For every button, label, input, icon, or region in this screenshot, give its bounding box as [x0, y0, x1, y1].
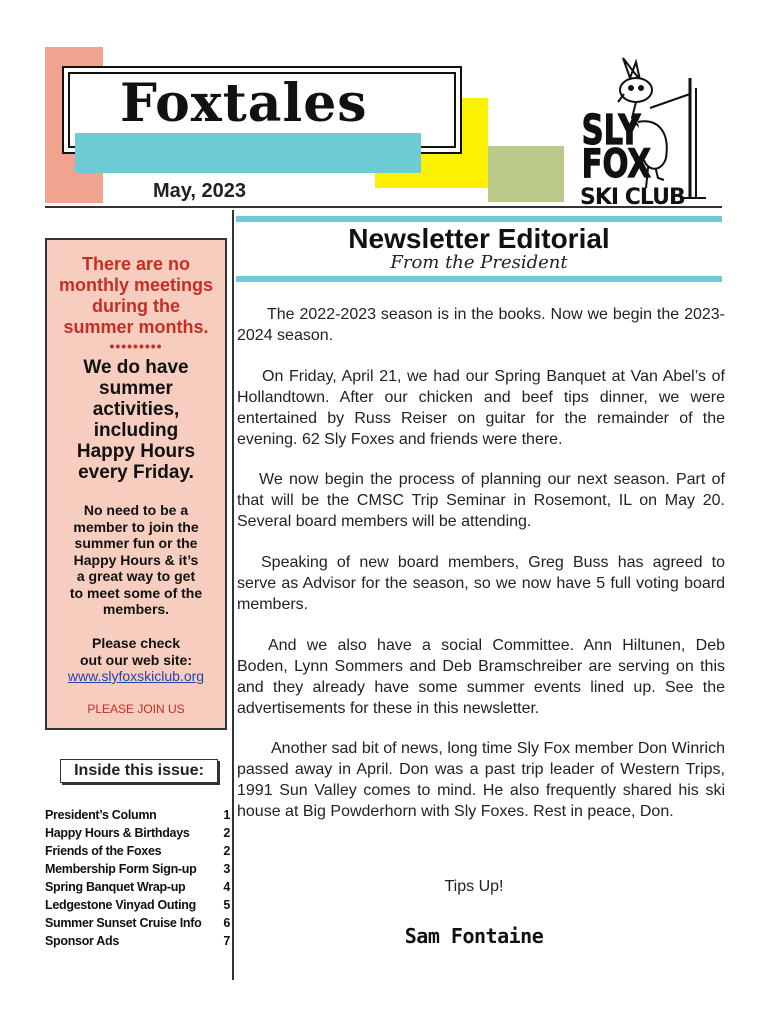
editorial-bottom-bar	[236, 276, 722, 282]
toc-item-label: President’s Column	[45, 808, 157, 822]
sidebar-membership-line: Happy Hours & it’s	[73, 551, 199, 568]
sidebar-website-prompt: Please check	[92, 635, 180, 651]
sidebar-notice-line: summer months.	[63, 317, 209, 337]
logo-fox: FOX	[581, 141, 652, 187]
logo-ski-club: SKI CLUB	[580, 185, 685, 208]
toc-item-page: 5	[223, 898, 230, 912]
toc-item[interactable]	[45, 842, 230, 860]
editorial-paragraph: Speaking of new board members, Greg Buss has agreed to serve as Advisor for the season, so we now have 5 full voting board members.	[237, 554, 725, 613]
newsletter-title: Foxtales	[120, 73, 368, 134]
join-text: PLEASE JOIN US	[87, 702, 185, 716]
sidebar-dots: •••••••••	[109, 338, 163, 354]
signature: Sam Fontaine	[404, 924, 544, 948]
sidebar-membership-line: member to join the	[73, 518, 199, 535]
toc-item-label: Summer Sunset Cruise Info	[45, 916, 202, 930]
toc-item-page: 4	[223, 880, 230, 894]
sidebar-website-prompt: out our web site:	[80, 651, 192, 668]
sidebar-activities-line: every Friday.	[78, 462, 194, 483]
table-of-contents	[45, 806, 230, 950]
website-link[interactable]: www.slyfoxskiclub.org	[67, 668, 205, 684]
sidebar-membership-line: a great way to get	[76, 568, 196, 584]
editorial-title: Newsletter Editorial	[348, 223, 610, 254]
toc-item-page: 2	[223, 826, 230, 840]
sidebar-activities-line: summer	[99, 378, 173, 399]
toc-item[interactable]	[45, 824, 230, 842]
sidebar-panel	[45, 238, 227, 730]
sidebar-membership-line: members.	[102, 601, 170, 617]
sidebar-notice	[47, 254, 225, 354]
sidebar-membership-line: No need to be a	[83, 502, 189, 518]
sidebar-activities-line: including	[93, 420, 179, 441]
toc-item[interactable]	[45, 896, 230, 914]
sidebar-membership-line: summer fun or the	[74, 535, 198, 551]
masthead-teal-band	[75, 133, 421, 173]
toc-item-page: 3	[223, 862, 230, 876]
sidebar-website	[47, 635, 225, 684]
editorial-paragraph: The 2022-2023 season is in the books. Now we begin the 2023-2024 season.	[237, 306, 725, 344]
editorial-paragraph: We now begin the process of planning our next season. Part of that will be the CMSC Trip Seminar in Rosemont, IL on May 20. Several board members will be attending.	[237, 471, 725, 530]
editorial-paragraph: And we also have a social Committee. Ann Hiltunen, Deb Boden, Lynn Sommers and Deb Bramschreiber are serving on this and they already have some summer events lined up. See the advertisements for these in this newsletter.	[237, 637, 725, 717]
sidebar-activities-line: We do have	[83, 357, 189, 378]
editorial-subtitle: From the President	[390, 252, 568, 273]
toc-item-label: Ledgestone Vinyad Outing	[45, 898, 196, 912]
sidebar-notice-line: monthly meetings	[58, 275, 214, 295]
toc-item-label: Sponsor Ads	[45, 934, 120, 948]
toc-item-page: 6	[223, 916, 230, 930]
sidebar-activities-line: activities,	[92, 399, 180, 420]
sidebar-activities	[47, 357, 225, 483]
masthead-green-block	[488, 146, 564, 202]
editorial-paragraph: On Friday, April 21, we had our Spring Banquet at Van Abel’s of Hollandtown. After our chicken and beef tips dinner, we were entertained by Russ Reiser on guitar for the remainder of the evening. 62 Sly Foxes and friends were there.	[237, 368, 725, 448]
toc-item-label: Happy Hours & Birthdays	[45, 826, 190, 840]
sidebar-membership-line: to meet some of the	[69, 584, 203, 601]
sidebar-activities-line: Happy Hours	[76, 441, 196, 462]
sidebar-notice-line: during the	[92, 296, 180, 316]
toc-item-label: Spring Banquet Wrap-up	[45, 880, 186, 894]
toc-heading: Inside this issue:	[60, 759, 218, 783]
toc-item-label: Membership Form Sign-up	[45, 862, 197, 876]
toc-item-page: 2	[223, 844, 230, 858]
sidebar-join	[47, 702, 225, 716]
toc-item[interactable]	[45, 914, 230, 932]
toc-item[interactable]	[45, 932, 230, 950]
sly-fox-logo	[578, 48, 708, 208]
toc-item[interactable]	[45, 860, 230, 878]
toc-item[interactable]	[45, 806, 230, 824]
column-divider	[232, 210, 234, 980]
toc-item-page: 7	[223, 934, 230, 948]
issue-date: May, 2023	[153, 180, 247, 202]
sidebar-membership	[47, 502, 225, 618]
editorial-paragraph: Another sad bit of news, long time Sly Fox member Don Winrich passed away in April. Don was a past trip leader of Western Trips, 1991 Sun Valley comes to mind. He also frequently shared his ski house at Big Powderhorn with Sly Foxes. Rest in peace, Don.	[237, 740, 725, 820]
toc-item-label: Friends of the Foxes	[45, 844, 162, 858]
toc-item[interactable]	[45, 878, 230, 896]
sidebar-notice-line: There are no	[81, 254, 191, 274]
toc-item-page: 1	[223, 808, 230, 822]
closing-line: Tips Up!	[444, 878, 504, 895]
logo-sly: SLY	[581, 106, 641, 155]
